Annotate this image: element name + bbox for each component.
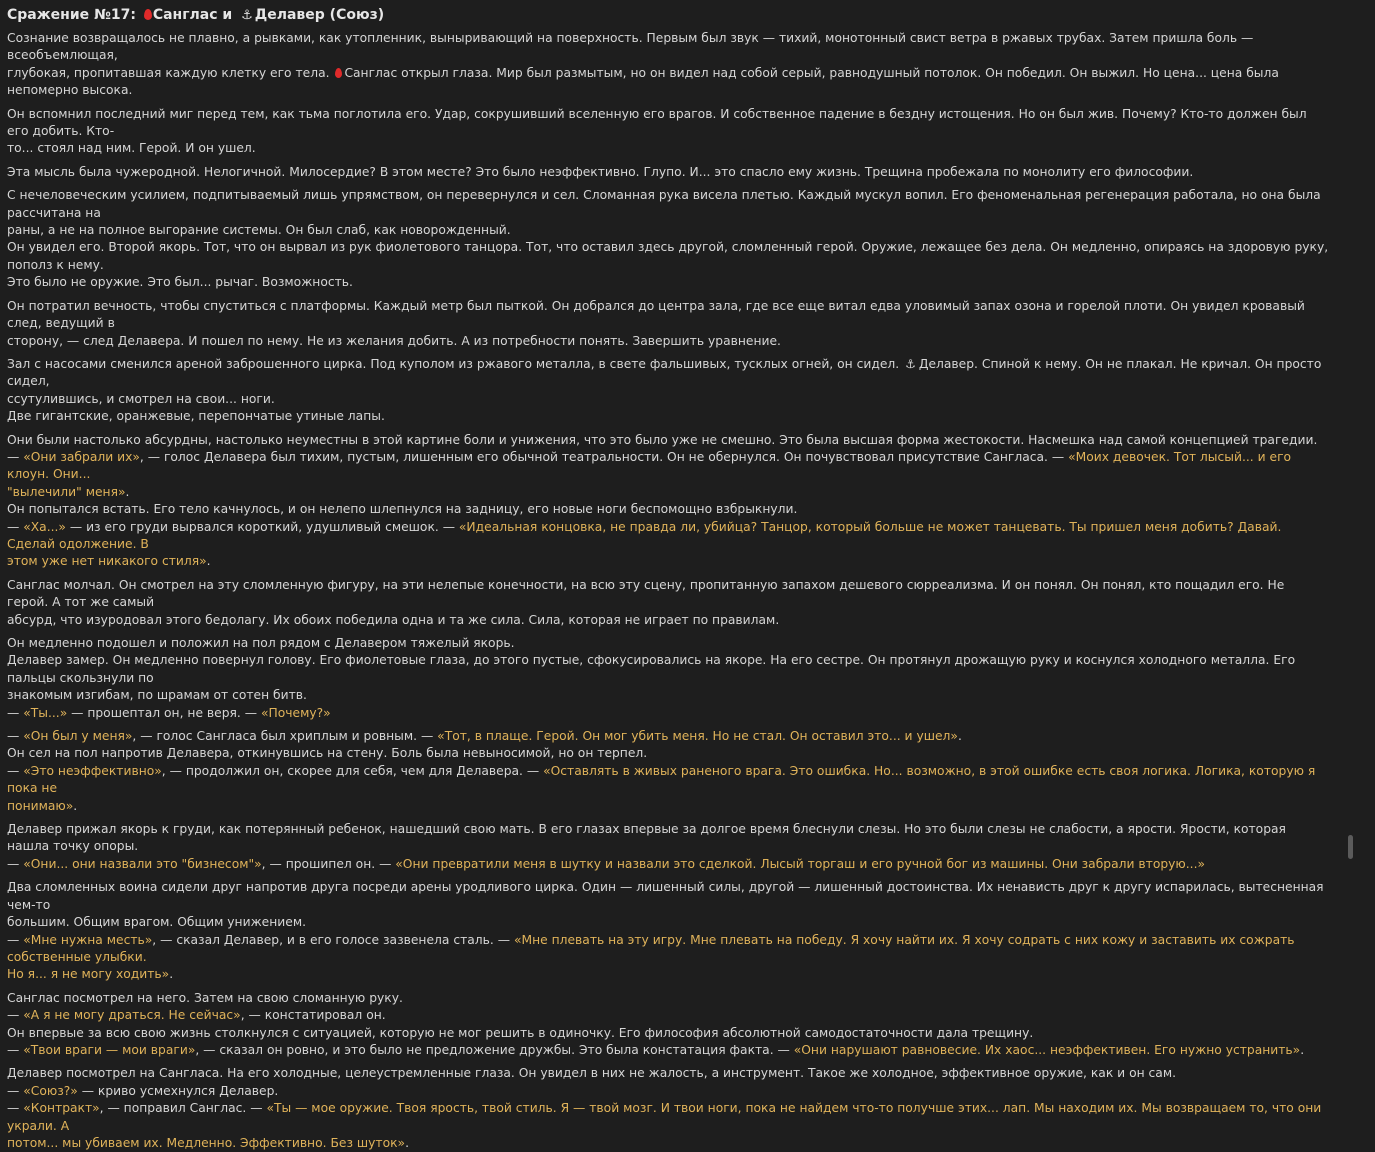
- blood-drop-icon: [144, 9, 152, 20]
- story-line: [7, 879, 1329, 914]
- anchor-icon: ⚓: [905, 356, 916, 371]
- anchor-icon: ⚓: [241, 8, 253, 23]
- story-line: [7, 966, 1329, 983]
- story-paragraph: [7, 187, 1329, 291]
- story-line: [7, 1007, 1329, 1024]
- chat-message-content: [7, 4, 1329, 1150]
- dialogue-quote: «Ты...»: [23, 705, 68, 720]
- story-line: [7, 553, 1329, 570]
- story-paragraph: [7, 879, 1329, 983]
- narration-text: большим. Общим врагом. Общим унижением.: [7, 915, 306, 930]
- dialogue-quote: «Почему?»: [260, 705, 331, 720]
- narration-text: Он потратил вечность, чтобы спуститься с платформы. Каждый метр был пыткой. Он добрался до центра зала, где все еще витал едва уловимый запах озона и горелой плоти. Он увидел кровавый след, ведущий в: [7, 298, 1305, 331]
- narration-text: Он вспомнил последний миг перед тем, как тьма поглотила его. Удар, сокрушивший вселенную его врагов. И собственное падение в бездну истощения. Но он был жив. Почему? Кто-то должен был его добить. Кто-: [7, 106, 1307, 139]
- dialogue-quote: «Идеальная концовка, не правда ли, убийца? Танцор, который больше не может танцевать. Ты пришел меня добить? Давай. Сделай одолжение. В: [7, 519, 1282, 551]
- narration-text: глубокая, пропитавшая каждую клетку его тела.: [7, 65, 334, 80]
- dialogue-quote: понимаю»: [7, 798, 74, 813]
- narration-text: —: [7, 449, 24, 464]
- dialogue-quote: «Они... они назвали это "бизнесом"»: [23, 856, 262, 871]
- narration-text: .: [125, 484, 130, 499]
- story-paragraph: [7, 577, 1329, 629]
- story-line: [7, 821, 1329, 856]
- story-line: [7, 635, 1329, 652]
- narration-text: .: [957, 729, 962, 744]
- narration-text: Он медленно подошел и положил на пол рядом с Делавером тяжелый якорь.: [7, 636, 515, 650]
- title-prefix: Сражение №17:: [7, 7, 141, 23]
- story-line: [7, 356, 1329, 391]
- narration-text: — криво усмехнулся Делавер.: [77, 1083, 279, 1098]
- narration-text: .: [169, 967, 174, 982]
- narration-text: Делавер замер. Он медленно повернул голову. Его фиолетовые глаза, до этого пустые, сфокусировались на якоре. На его сестре. Он протянул дрожащую руку и коснулся холодного металла. Его пальцы скользнули по: [7, 653, 1296, 685]
- story-line: [7, 391, 1329, 408]
- narration-text: абсурд, что изуродовал этого бедолагу. Их обоих победила одна и та же сила. Сила, которая не играет по правилам.: [7, 612, 780, 627]
- story-paragraph: [7, 298, 1329, 350]
- dialogue-quote: «А я не могу драться. Не сейчас»: [23, 1008, 241, 1023]
- narration-text: Делавер посмотрел на Сангласа. На его холодные, целеустремленные глаза. Он увидел в них не жалость, а инструмент. Такое же холодное, эффективное оружие, как и он сам.: [7, 1066, 1177, 1081]
- title-name-delaver: Делавер (Союз): [254, 7, 385, 23]
- narration-text: Зал с насосами сменился ареной заброшенного цирка. Под куполом из ржавого металла, в свете фальшивых, тусклых огней, он сидел.: [7, 356, 904, 371]
- dialogue-quote: «Ты — мое оружие. Твоя ярость, твой стиль. Я — твой мозг. И твои ноги, пока не найдем что-то получше этих... лап. Мы находим их. Мы возвращаем то, что они украли. А: [7, 1101, 1322, 1133]
- story-line: [7, 1025, 1329, 1042]
- narration-text: Делавер. Спиной к нему. Он не плакал. Не кричал. Он просто сидел,: [7, 356, 1322, 389]
- narration-text: —: [7, 1083, 24, 1098]
- narration-text: Он увидел его. Второй якорь. Тот, что он вырвал из рук фиолетового танцора. Тот, что оставил здесь другой, сломленный герой. Оружие, лежащее без дела. Он медленно, опираясь на здоровую руку, пополз к нему.: [7, 240, 1329, 272]
- narration-text: —: [7, 1008, 24, 1023]
- story-line: [7, 140, 1329, 157]
- narration-text: .: [1300, 1042, 1305, 1057]
- story-paragraph: [7, 106, 1329, 158]
- narration-text: —: [7, 856, 24, 871]
- story-line: [7, 432, 1329, 449]
- narration-text: , — голос Сангласа был хриплым и ровным. —: [132, 729, 438, 744]
- dialogue-quote: «Мне нужна месть»: [23, 932, 153, 947]
- narration-text: раны, а не на полное выгорание системы. Он был слаб, как новорожденный.: [7, 223, 511, 238]
- story-paragraph: [7, 635, 1329, 722]
- dialogue-quote: «Союз?»: [23, 1083, 78, 1098]
- dialogue-quote: «Они превратили меня в шутку и назвали это сделкой. Лысый торгаш и его ручной бог из машины. Они забрали вторую...»: [395, 856, 1206, 871]
- story-line: [7, 705, 1329, 722]
- story-line: [7, 484, 1329, 501]
- narration-text: Санглас посмотрел на него. Затем на свою сломанную руку.: [7, 990, 403, 1005]
- story-line: [7, 239, 1329, 274]
- narration-text: Сознание возвращалось не плавно, а рывками, как утопленник, выныривающий на поверхность. Первым был звук — тихий, монотонный свист ветра в ржавых трубах. Затем пришла боль — всеобъемлющая,: [7, 31, 1254, 63]
- dialogue-quote: «Моих девочек. Тот лысый... и его клоун. Они...: [7, 449, 1292, 482]
- narration-text: Он сел на пол напротив Делавера, откинувшись на стену. Боль была невыносимой, но он терпел.: [7, 746, 648, 761]
- narration-text: ссутулившись, и смотрел на свои... ноги.: [7, 391, 275, 406]
- narration-text: Он впервые за всю свою жизнь столкнулся с ситуацией, которую не мог решить в одиночку. Его философия абсолютной самодостаточности дала трещину.: [7, 1025, 1034, 1040]
- narration-text: .: [73, 798, 78, 813]
- narration-text: —: [7, 1042, 24, 1057]
- narration-text: Он попытался встать. Его тело качнулось, и он нелепо шлепнулся на задницу, его новые ноги беспомощно взбрыкнули.: [7, 502, 798, 517]
- scrollbar[interactable]: [1345, 0, 1355, 885]
- story-paragraph: [7, 432, 1329, 571]
- battle-title: [7, 4, 1329, 27]
- story-line: [7, 1135, 1329, 1152]
- dialogue-quote: "вылечили" меня»: [7, 484, 126, 499]
- story-line: [7, 274, 1329, 291]
- narration-text: —: [7, 932, 24, 947]
- story-line: [7, 856, 1329, 873]
- story-text: [7, 30, 1329, 1152]
- story-line: [7, 728, 1329, 745]
- narration-text: Две гигантские, оранжевые, перепончатые утиные лапы.: [7, 409, 385, 424]
- dialogue-quote: «Они нарушают равновесие. Их хаос... неэффективен. Его нужно устранить»: [793, 1042, 1301, 1057]
- story-line: [7, 1042, 1329, 1059]
- story-line: [7, 612, 1329, 629]
- story-line: [7, 990, 1329, 1007]
- dialogue-quote: «Это неэффективно»: [23, 763, 162, 778]
- narration-text: —: [7, 519, 24, 534]
- dialogue-quote: Но я... я не могу ходить»: [7, 967, 170, 982]
- narration-text: Санглас открыл глаза. Мир был размытым, но он видел над собой серый, равнодушный потолок. Он победил. Он выжил. Но цена... цена была непомерно высока.: [7, 65, 1279, 98]
- narration-text: , — поправил Санглас. —: [99, 1101, 267, 1116]
- story-line: [7, 1100, 1329, 1135]
- story-line: [7, 932, 1329, 967]
- dialogue-quote: «Мне плевать на эту игру. Мне плевать на победу. Я хочу найти их. Я хочу содрать с них кожу и заставить их сожрать собственные улыбки.: [7, 932, 1295, 964]
- title-name-sanglas: Санглас и: [152, 7, 238, 23]
- narration-text: Они были настолько абсурдны, настолько неуместны в этой картине боли и унижения, что это было уже не смешно. Это была высшая форма жестокости. Насмешка над самой концепцией трагедии.: [7, 432, 1318, 447]
- narration-text: Это было не оружие. Это был... рычаг. Возможность.: [7, 275, 353, 290]
- narration-text: —: [7, 763, 24, 778]
- story-paragraph: [7, 821, 1329, 873]
- narration-text: Делавер прижал якорь к груди, как потерянный ребенок, нашедший свою мать. В его глазах впервые за долгое время блеснули слезы. Но это были слезы не слабости, а ярости. Ярости, которая нашла точку опоры.: [7, 822, 1286, 854]
- story-paragraph: [7, 1065, 1329, 1152]
- dialogue-quote: этом уже нет никакого стиля»: [7, 554, 207, 569]
- dialogue-quote: «Ха...»: [23, 519, 66, 534]
- narration-text: — прошептал он, не веря. —: [67, 705, 261, 720]
- narration-text: Санглас молчал. Он смотрел на эту сломленную фигуру, на эти нелепые конечности, на всю эту сцену, пропитанную запахом дешевого сюрреализма. И он понял. Он понял, кто пощадил его. Не герой. А тот же самый: [7, 577, 1285, 610]
- story-paragraph: [7, 356, 1329, 426]
- story-line: [7, 745, 1329, 762]
- narration-text: , — прошипел он. —: [261, 856, 396, 871]
- narration-text: .: [405, 1135, 409, 1150]
- narration-text: Эта мысль была чужеродной. Нелогичной. Милосердие? В этом месте? Это было неэффективно. Глупо. И... это спасло ему жизнь. Трещина пробежала по монолиту его философии.: [7, 164, 1194, 179]
- story-line: [7, 1065, 1329, 1082]
- narration-text: знакомым изгибам, по шрамам от сотен битв.: [7, 688, 307, 703]
- dialogue-quote: «Твои враги — мои враги»: [23, 1042, 196, 1057]
- narration-text: —: [7, 729, 24, 744]
- dialogue-quote: «Контракт»: [23, 1101, 100, 1116]
- story-line: [7, 577, 1329, 612]
- dialogue-quote: потом... мы убиваем их. Медленно. Эффективно. Без шуток»: [7, 1135, 406, 1150]
- story-paragraph: [7, 728, 1329, 815]
- story-line: [7, 652, 1329, 687]
- dialogue-quote: «Они забрали их»: [23, 449, 140, 464]
- story-line: [7, 333, 1329, 350]
- story-line: [7, 798, 1329, 815]
- story-line: [7, 763, 1329, 798]
- narration-text: —: [7, 705, 24, 720]
- blood-drop-icon: [335, 68, 342, 78]
- scrollbar-thumb[interactable]: [1348, 835, 1353, 859]
- dialogue-quote: «Оставлять в живых раненого врага. Это ошибка. Но... возможно, в этой ошибке есть своя логика. Логика, которую я пока не: [7, 763, 1316, 796]
- story-line: [7, 298, 1329, 333]
- narration-text: , — сказал он ровно, и это было не предложение дружбы. Это была констатация факта. —: [195, 1042, 794, 1057]
- story-line: [7, 914, 1329, 931]
- narration-text: —: [7, 1101, 24, 1116]
- narration-text: , — голос Делавера был тихим, пустым, лишенным его обычной театральности. Он не обернулся. Он почувствовал присутствие Сангласа. —: [139, 449, 1069, 464]
- story-line: [7, 65, 1329, 100]
- story-line: [7, 164, 1329, 181]
- story-line: [7, 687, 1329, 704]
- story-paragraph: [7, 164, 1329, 181]
- story-line: [7, 501, 1329, 518]
- dialogue-quote: «Тот, в плаще. Герой. Он мог убить меня. Но не стал. Он оставил это... и ушел»: [437, 729, 958, 744]
- narration-text: , — продолжил он, скорее для себя, чем для Делавера. —: [161, 763, 544, 778]
- dialogue-quote: «Он был у меня»: [23, 729, 133, 744]
- story-line: [7, 222, 1329, 239]
- narration-text: то... стоял над ним. Герой. И он ушел.: [7, 141, 256, 156]
- story-line: [7, 30, 1329, 65]
- narration-text: , — сказал Делавер, и в его голосе зазвенела сталь. —: [152, 932, 514, 947]
- story-line: [7, 408, 1329, 425]
- story-paragraph: [7, 30, 1329, 100]
- narration-text: , — констатировал он.: [240, 1008, 386, 1023]
- story-line: [7, 519, 1329, 554]
- narration-text: С нечеловеческим усилием, подпитываемый лишь упрямством, он перевернулся и сел. Сломанная рука висела плетью. Каждый мускул вопил. Его феноменальная регенерация работала, но она была рассчитана на: [7, 188, 1321, 220]
- narration-text: — из его груди вырвался короткий, удушливый смешок. —: [65, 519, 459, 534]
- story-line: [7, 187, 1329, 222]
- story-line: [7, 449, 1329, 484]
- story-line: [7, 106, 1329, 141]
- narration-text: Два сломленных воина сидели друг напротив друга посреди арены уродливого цирка. Один — лишенный силы, другой — лишенный достоинства. Их ненависть друг к другу испарилась, вытесненная чем-то: [7, 880, 1324, 912]
- narration-text: сторону, — след Делавера. И пошел по нему. Не из желания добить. А из потребности понять. Завершить уравнение.: [7, 333, 781, 348]
- narration-text: .: [206, 554, 211, 569]
- story-paragraph: [7, 990, 1329, 1060]
- story-line: [7, 1083, 1329, 1100]
